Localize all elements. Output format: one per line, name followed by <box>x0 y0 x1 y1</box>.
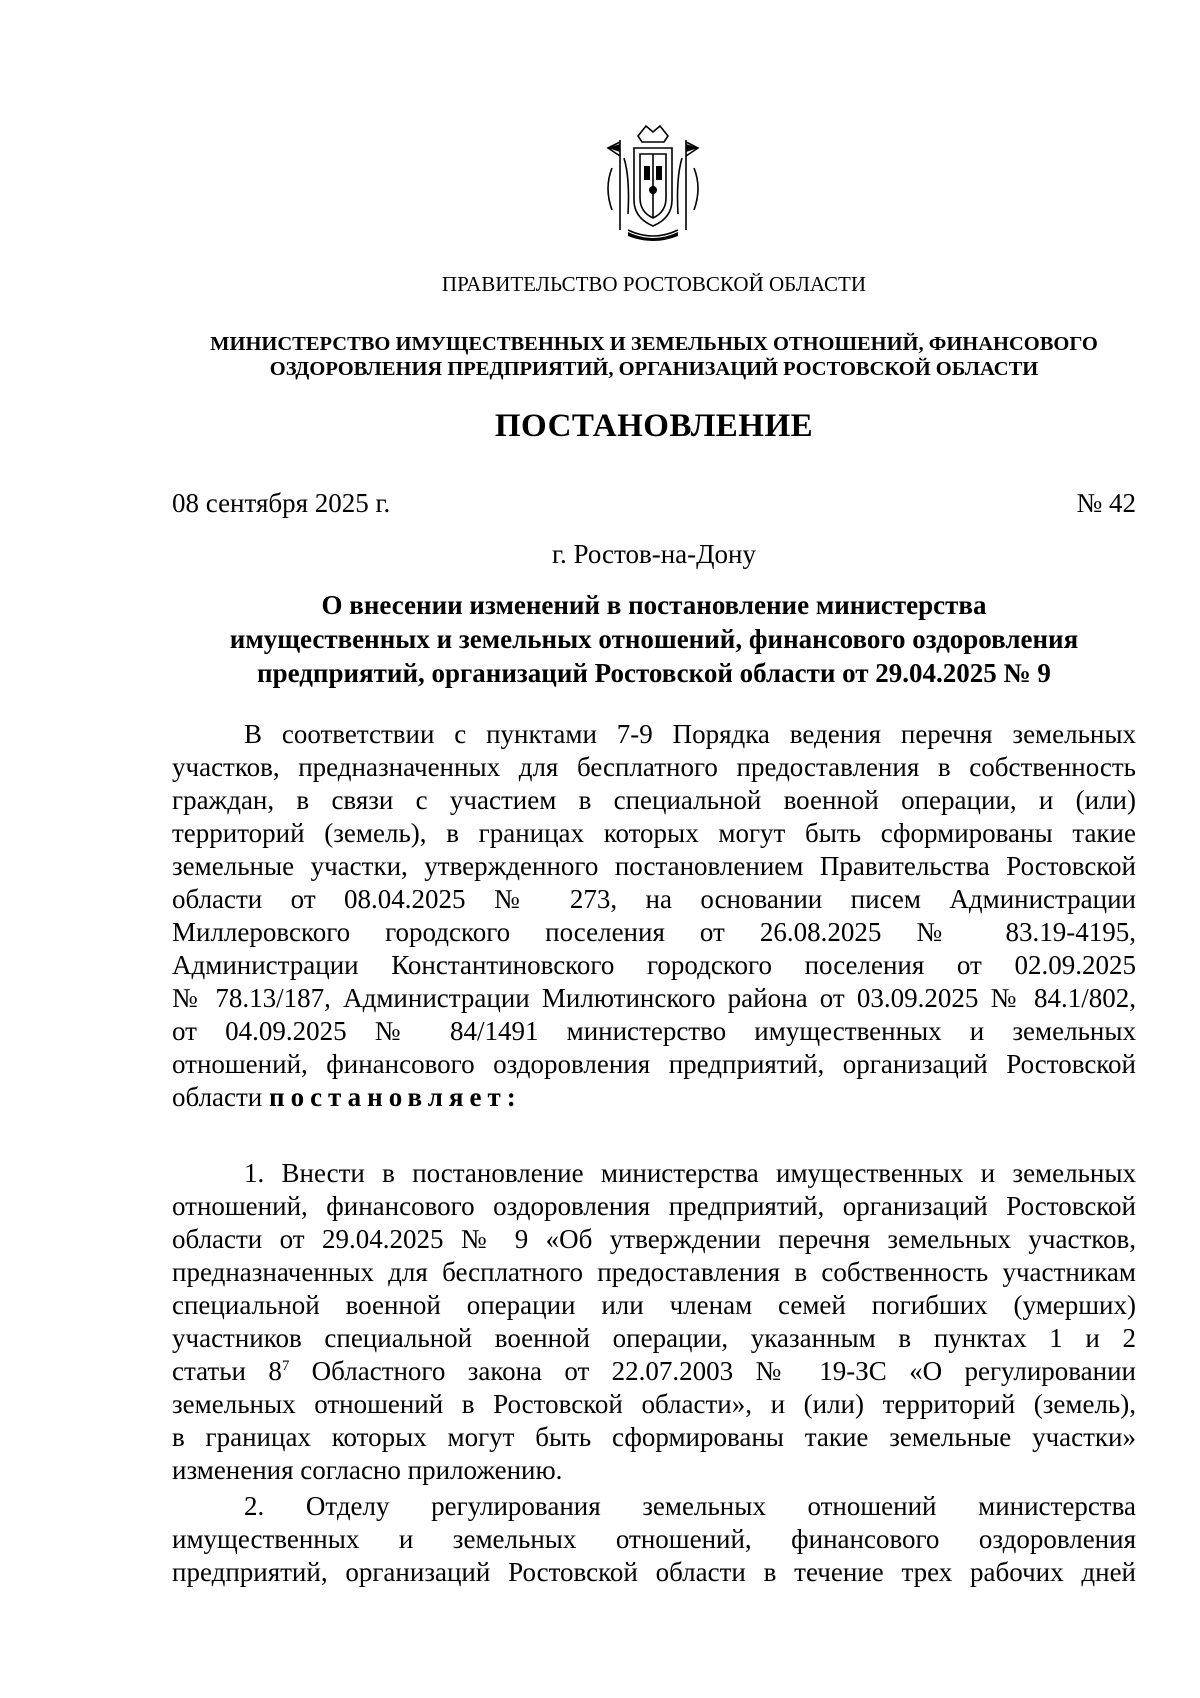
item1-line: изменения согласно приложению. <box>172 1455 563 1485</box>
item1-line: отношений, финансового оздоровления предприятий, организаций Ростовской <box>172 1191 1136 1221</box>
document-number: № 42 <box>1076 488 1136 518</box>
law-text: Областного закона от 22.07.2003 № 19-ЗС «О регулировании <box>289 1356 1137 1386</box>
subject-line: предприятий, организаций Ростовской области от 29.04.2025 № 9 <box>257 658 1051 688</box>
item1-line: специальной военной операции или членам семей погибших (умерших) <box>172 1290 1136 1320</box>
ministry-name-line-1: МИНИСТЕРСТВО ИМУЩЕСТВЕННЫХ И ЗЕМЕЛЬНЫХ ОТНОШЕНИЙ, ФИНАНСОВОГО <box>210 333 1098 355</box>
preamble-line: граждан, в связи с участием в специальной военной операции, и (или) <box>172 785 1136 815</box>
preamble-line: от 04.09.2025 № 84/1491 министерство имущественных и земельных <box>172 1016 1136 1046</box>
document-city: г. Ростов-на-Дону <box>551 539 756 569</box>
article-text: статьи 8 <box>172 1356 282 1386</box>
preamble-line: № 78.13/187, Администрации Милютинского района от 03.09.2025 № 84.1/802, <box>172 983 1136 1013</box>
item2-line: предприятий, организаций Ростовской области в течение трех рабочих дней <box>172 1557 1136 1587</box>
preamble-line: участков, предназначенных для бесплатного предоставления в собственность <box>172 752 1136 782</box>
item2-line: 2. Отделу регулирования земельных отношений министерства <box>244 1491 1136 1521</box>
preamble-line: Администрации Константиновского городского поселения от 02.09.2025 <box>172 950 1136 980</box>
preamble-line: территорий (земель), в границах которых могут быть сформированы такие <box>172 818 1136 848</box>
item2-line: имущественных и земельных отношений, финансового оздоровления <box>172 1524 1136 1554</box>
ministry-name-line-2: ОЗДОРОВЛЕНИЯ ПРЕДПРИЯТИЙ, ОРГАНИЗАЦИЙ РОСТОВСКОЙ ОБЛАСТИ <box>269 358 1039 380</box>
item1-line: области от 29.04.2025 № 9 «Об утверждении перечня земельных участков, <box>172 1224 1136 1254</box>
preamble-line: земельные участки, утвержденного постановлением Правительства Ростовской <box>172 851 1136 881</box>
item1-line-article <box>172 1355 1136 1388</box>
subject-line: О внесении изменений в постановление министерства <box>321 590 987 620</box>
government-name: ПРАВИТЕЛЬСТВО РОСТОВСКОЙ ОБЛАСТИ <box>441 272 867 296</box>
document-date: 08 сентября 2025 г. <box>172 488 391 518</box>
resolves-word: постановляет: <box>269 1082 522 1112</box>
item1-line: земельных отношений в Ростовской области», и (или) территорий (земель), <box>172 1389 1136 1419</box>
item1-line: в границах которых могут быть сформированы такие земельные участки» <box>172 1422 1136 1452</box>
preamble-last-prefix: области <box>172 1082 270 1112</box>
item1-line: участников специальной военной операции, указанным в пунктах 1 и 2 <box>172 1323 1136 1353</box>
document-type: ПОСТАНОВЛЕНИЕ <box>494 408 814 444</box>
preamble-line: отношений, финансового оздоровления предприятий, организаций Ростовской <box>172 1049 1136 1079</box>
subject-line: имущественных и земельных отношений, финансового оздоровления <box>229 624 1079 654</box>
article-superscript: 7 <box>281 1358 290 1374</box>
item1-line: 1. Внести в постановление министерства имущественных и земельных <box>244 1158 1136 1188</box>
preamble-line: области от 08.04.2025 № 273, на основании писем Администрации <box>172 884 1136 914</box>
preamble-line: В соответствии с пунктами 7-9 Порядка ведения перечня земельных <box>244 719 1136 749</box>
item1-line: предназначенных для бесплатного предоставления в собственность участникам <box>172 1257 1136 1287</box>
coat-of-arms-icon <box>598 118 708 248</box>
preamble-line: Миллеровского городского поселения от 26.08.2025 № 83.19-4195, <box>172 917 1136 947</box>
preamble-last-line <box>172 1081 1136 1114</box>
